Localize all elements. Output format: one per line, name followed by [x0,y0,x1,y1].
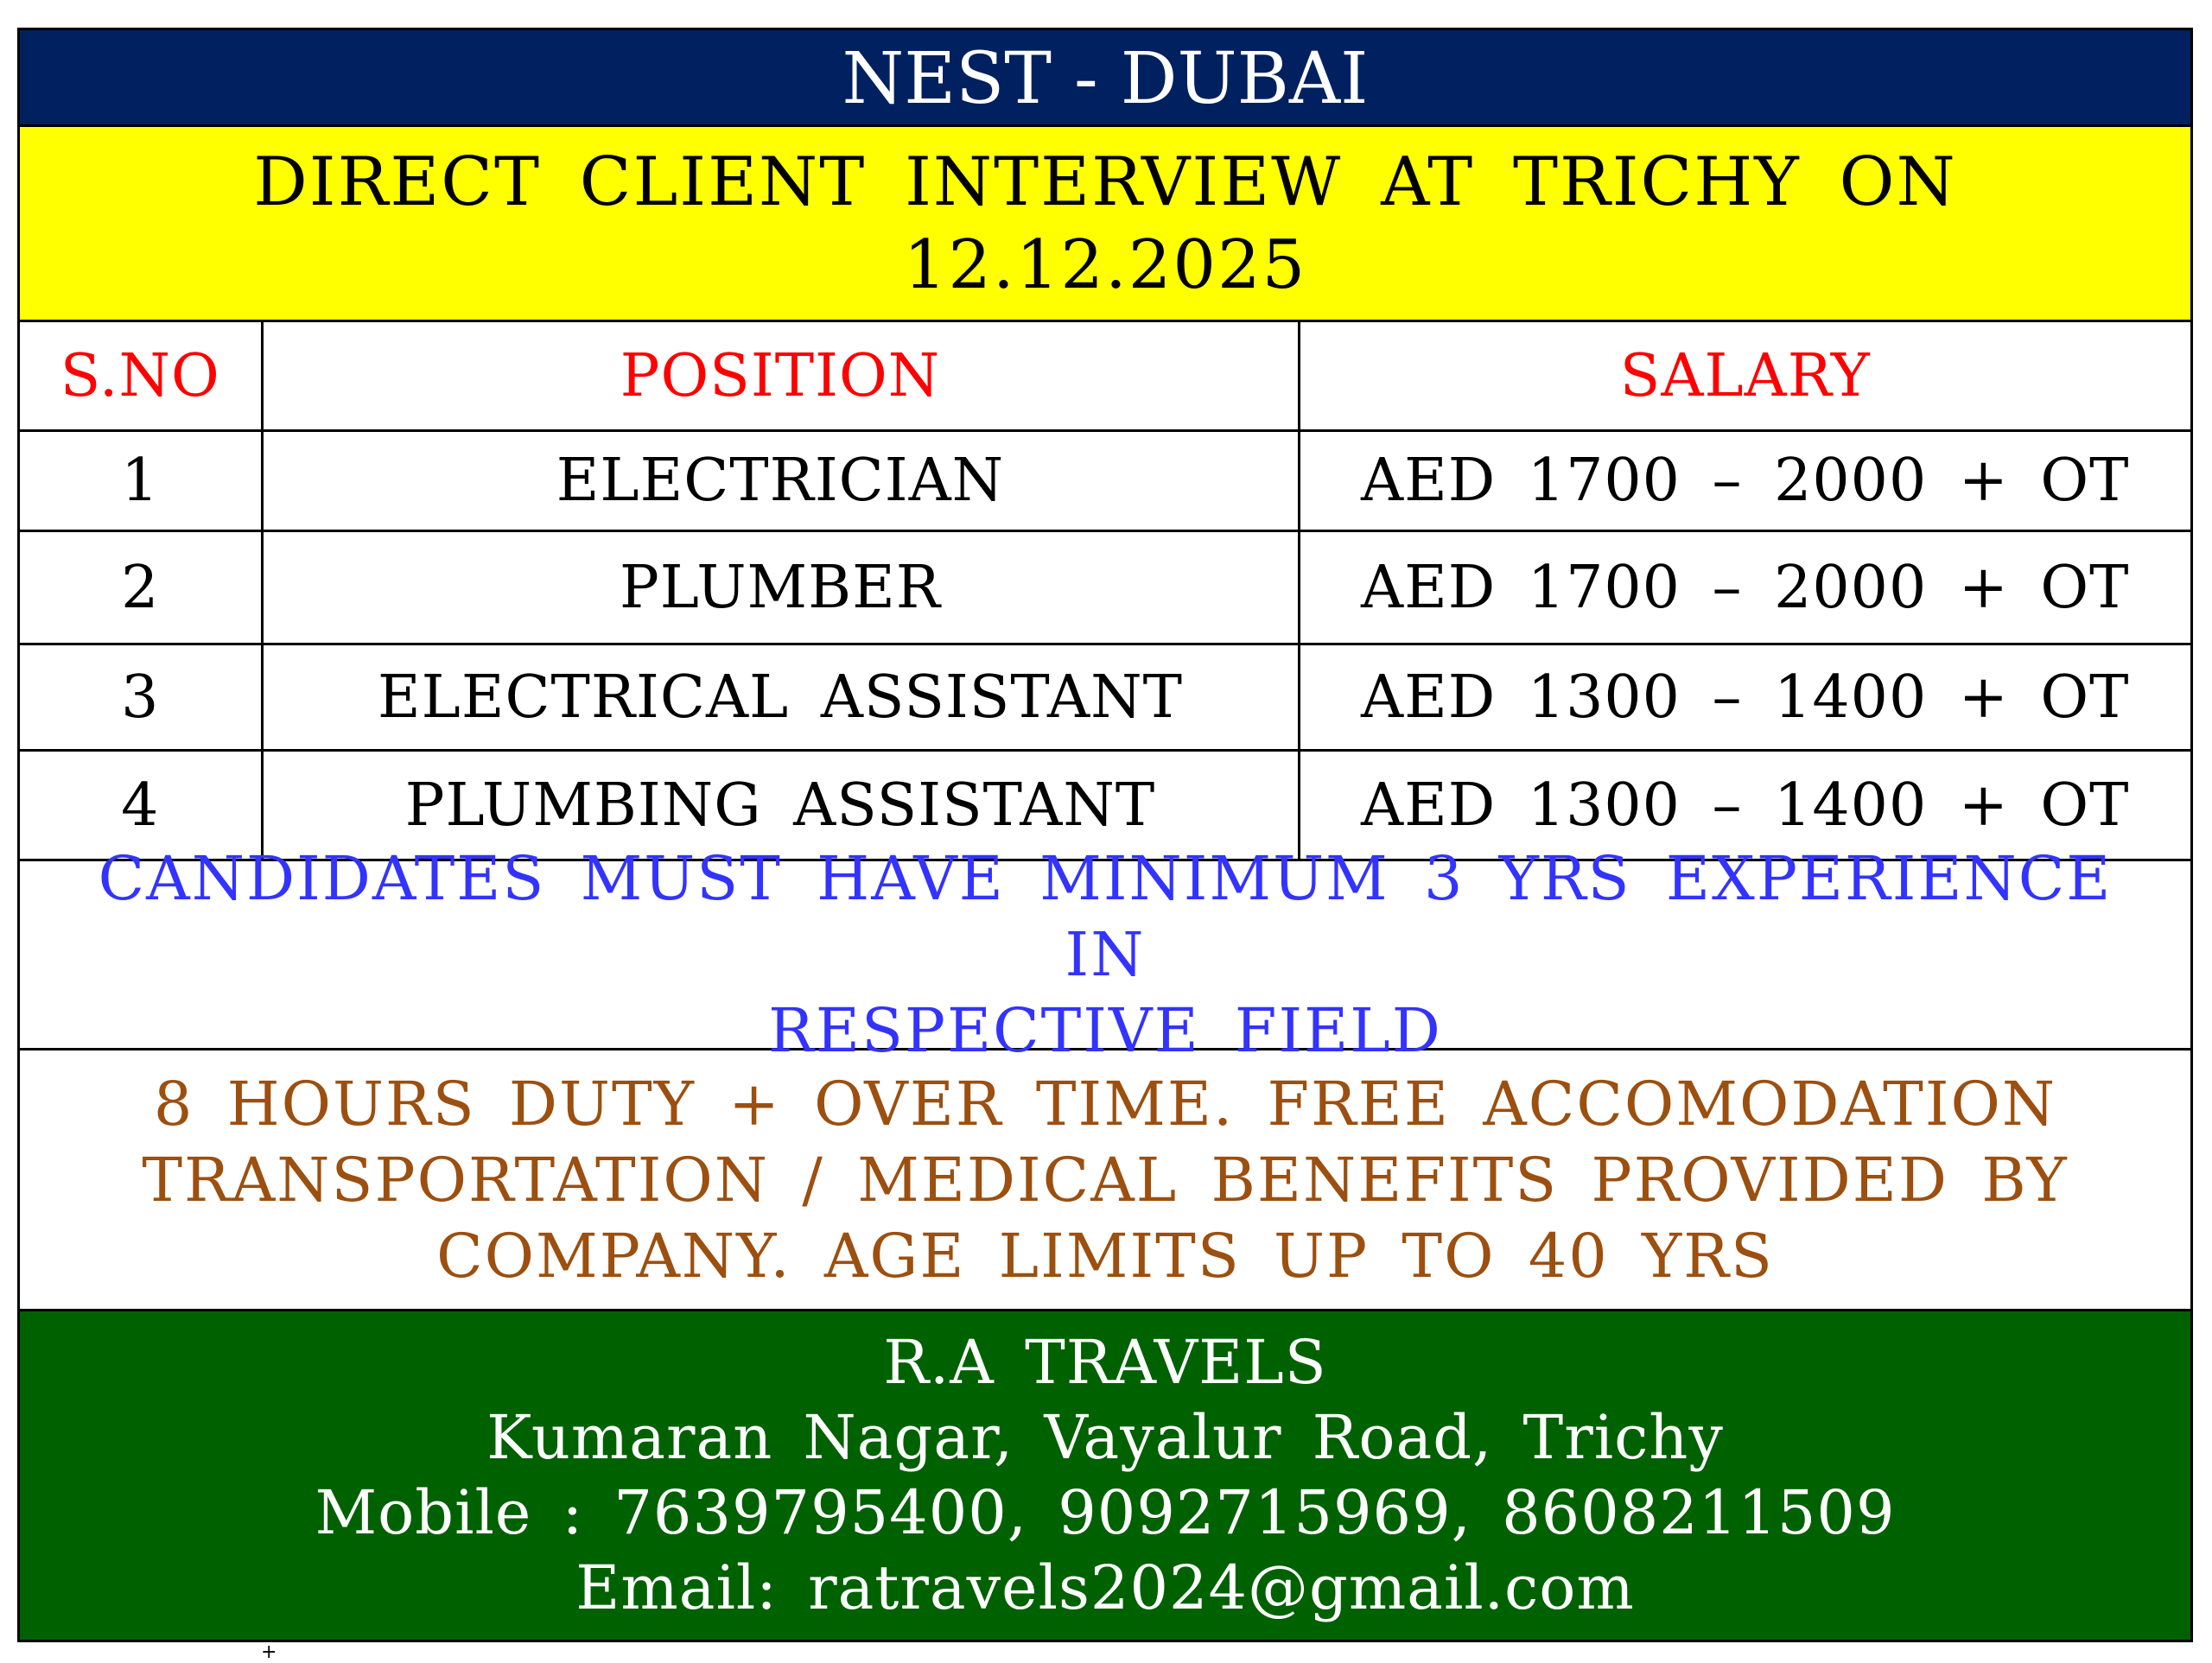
table-row [20,431,2190,531]
positions-table [20,322,2190,861]
requirement-line: RESPECTIVE FIELD [768,995,1442,1066]
benefits-section [20,1050,2190,1311]
requirement-line: CANDIDATES MUST HAVE MINIMUM 3 YRS EXPERIENCE IN [98,843,2113,990]
row-position: ELECTRICAL ASSISTANT [262,644,1299,751]
interview-line: DIRECT CLIENT INTERVIEW AT TRICHY ON [253,143,1957,221]
row-sno: 1 [20,431,262,531]
agency-mobile: Mobile : 7639795400, 9092715969, 8608211509 [315,1477,1896,1548]
row-position: ELECTRICIAN [262,431,1299,531]
interview-banner [20,127,2190,322]
row-salary: AED 1700 – 2000 + OT [1299,531,2190,644]
agency-contact [20,1311,2190,1640]
row-position: PLUMBING ASSISTANT [262,751,1299,860]
row-sno: 4 [20,751,262,860]
column-header-position: POSITION [262,322,1299,431]
agency-email: Email: ratravels2024@gmail.com [575,1552,1635,1623]
row-position: PLUMBER [262,531,1299,644]
title-banner [20,30,2190,127]
experience-requirement [20,843,2190,1066]
table-row [20,644,2190,751]
interview-date: 12.12.2025 [903,225,1307,304]
table-row [20,531,2190,644]
table-header-row [20,322,2190,431]
row-salary: AED 1700 – 2000 + OT [1299,431,2190,531]
benefits-line: COMPANY. AGE LIMITS UP TO 40 YRS [436,1220,1774,1292]
benefits-line: TRANSPORTATION / MEDICAL BENEFITS PROVIDED BY [142,1144,2069,1216]
company-title: NEST - DUBAI [842,38,1369,120]
column-header-sno: S.NO [20,322,262,431]
agency-address: Kumaran Nagar, Vayalur Road, Trichy [486,1402,1724,1473]
job-poster [17,28,2193,1642]
row-sno: 2 [20,531,262,644]
row-sno: 3 [20,644,262,751]
benefits-line: 8 HOURS DUTY + OVER TIME. FREE ACCOMODATION [153,1068,2057,1139]
footer-mark: + [261,1641,277,1663]
agency-name: R.A TRAVELS [883,1327,1327,1398]
row-salary: AED 1300 – 1400 + OT [1299,644,2190,751]
column-header-salary: SALARY [1299,322,2190,431]
row-salary: AED 1300 – 1400 + OT [1299,751,2190,860]
